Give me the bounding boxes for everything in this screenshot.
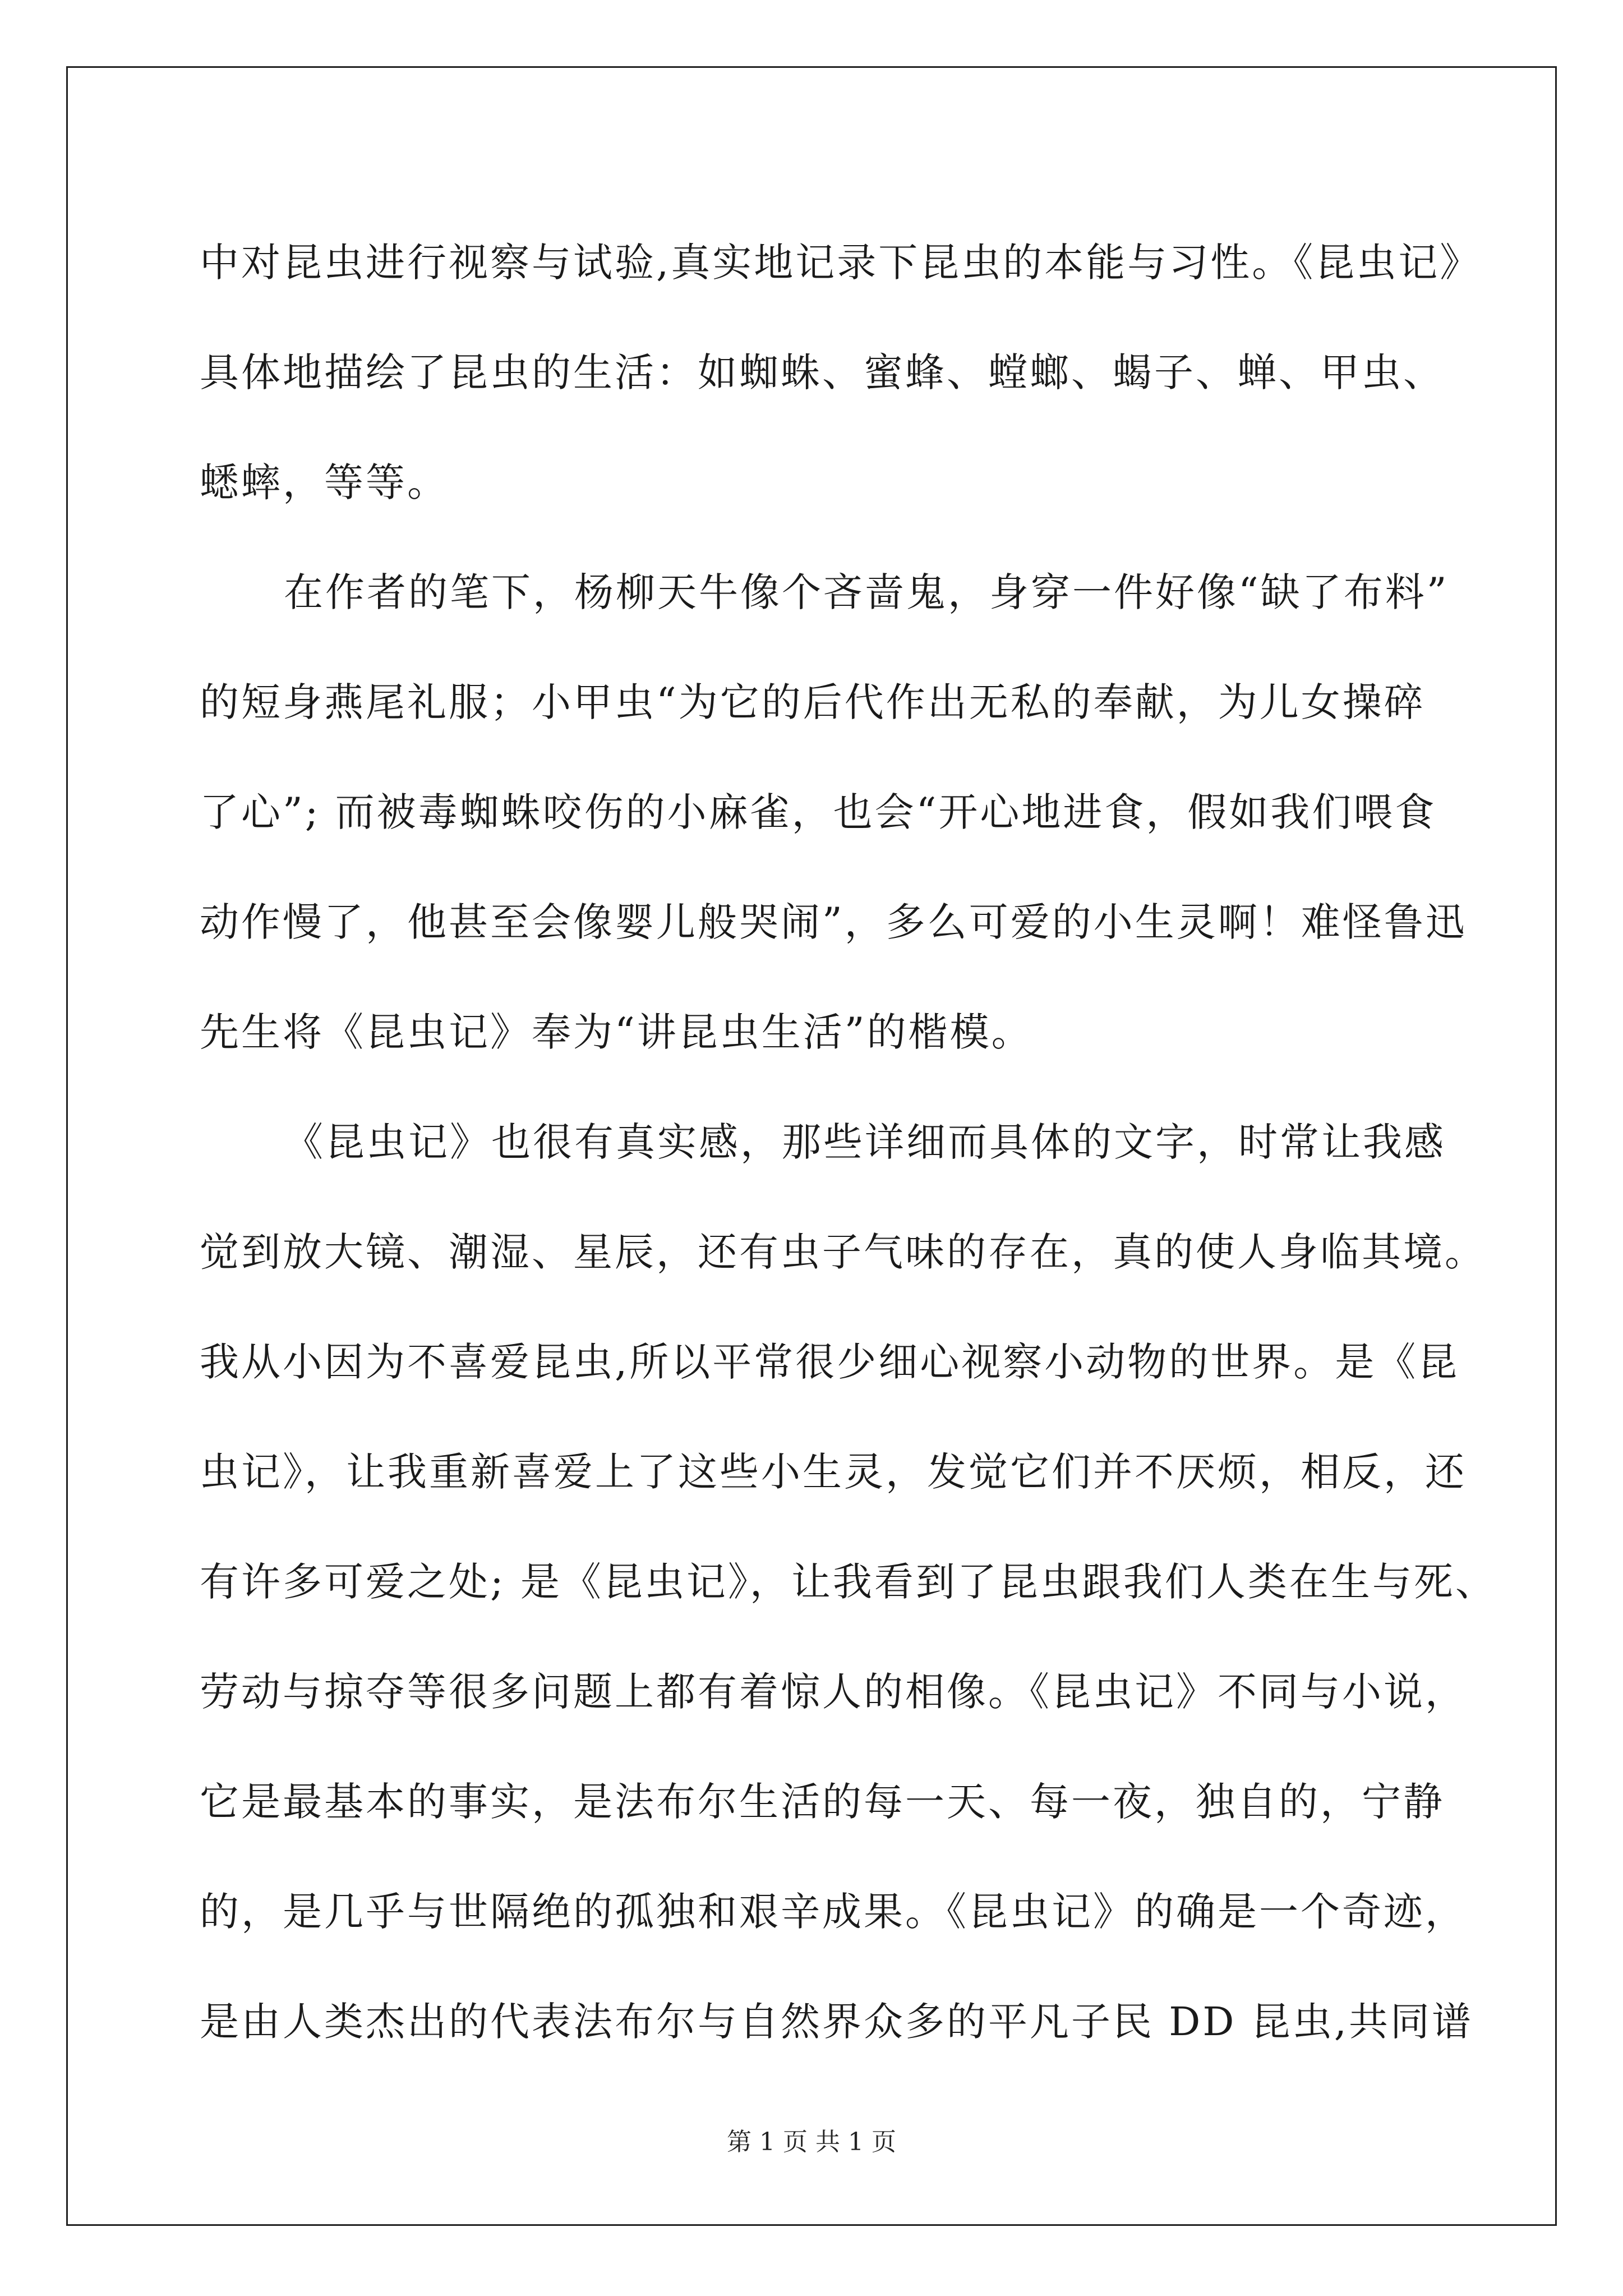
text-line: 动作慢了，他甚至会像婴儿般哭闹”，多么可爱的小生灵啊！难怪鲁迅: [200, 899, 1467, 945]
text-line: 虫记》，让我重新喜爱上了这些小生灵，发觉它们并不厌烦，相反，还: [200, 1449, 1467, 1495]
page-footer: 第 1 页 共 1 页: [727, 2128, 896, 2156]
text-line: 中对昆虫进行视察与试验,真实地记录下昆虫的本能与习性。《昆虫记》: [200, 240, 1482, 286]
paragraph-start-line: 在作者的笔下，杨柳天牛像个吝啬鬼，身穿一件好像“缺了布料”: [284, 569, 1449, 615]
text-line: 蟋蟀，等等。: [200, 459, 449, 505]
text-line: 先生将《昆虫记》奉为“讲昆虫生活”的楷模。: [200, 1009, 1033, 1055]
text-line: 了心”; 而被毒蜘蛛咬伤的小麻雀，也会“开心地进食，假如我们喂食: [200, 789, 1437, 835]
paragraph-start-line: 《昆虫记》也很有真实感，那些详细而具体的文字，时常让我感: [284, 1119, 1446, 1165]
text-line: 具体地描绘了昆虫的生活：如蜘蛛、蜜蜂、螳螂、蝎子、蝉、甲虫、: [200, 349, 1445, 395]
text-line: 劳动与掠夺等很多问题上都有着惊人的相像。《昆虫记》不同与小说，: [200, 1669, 1467, 1715]
document-body: [200, 208, 1497, 2077]
text-line: 我从小因为不喜爱昆虫,所以平常很少细心视察小动物的世界。是《昆: [200, 1339, 1460, 1385]
text-line: 的，是几乎与世隔绝的孤独和艰辛成果。《昆虫记》的确是一个奇迹，: [200, 1889, 1467, 1935]
text-line: 它是最基本的事实，是法布尔生活的每一天、每一夜，独自的，宁静: [200, 1779, 1445, 1825]
text-line: 是由人类杰出的代表法布尔与自然界众多的平凡子民 DD 昆虫,共同谱: [200, 1999, 1473, 2045]
text-line: 有许多可爱之处; 是《昆虫记》，让我看到了昆虫跟我们人类在生与死、: [200, 1559, 1497, 1605]
text-line: 的短身燕尾礼服；小甲虫“为它的后代作出无私的奉献，为儿女操碎: [200, 679, 1426, 725]
text-line: 觉到放大镜、潮湿、星辰，还有虫子气味的存在，真的使人身临其境。: [200, 1229, 1486, 1275]
